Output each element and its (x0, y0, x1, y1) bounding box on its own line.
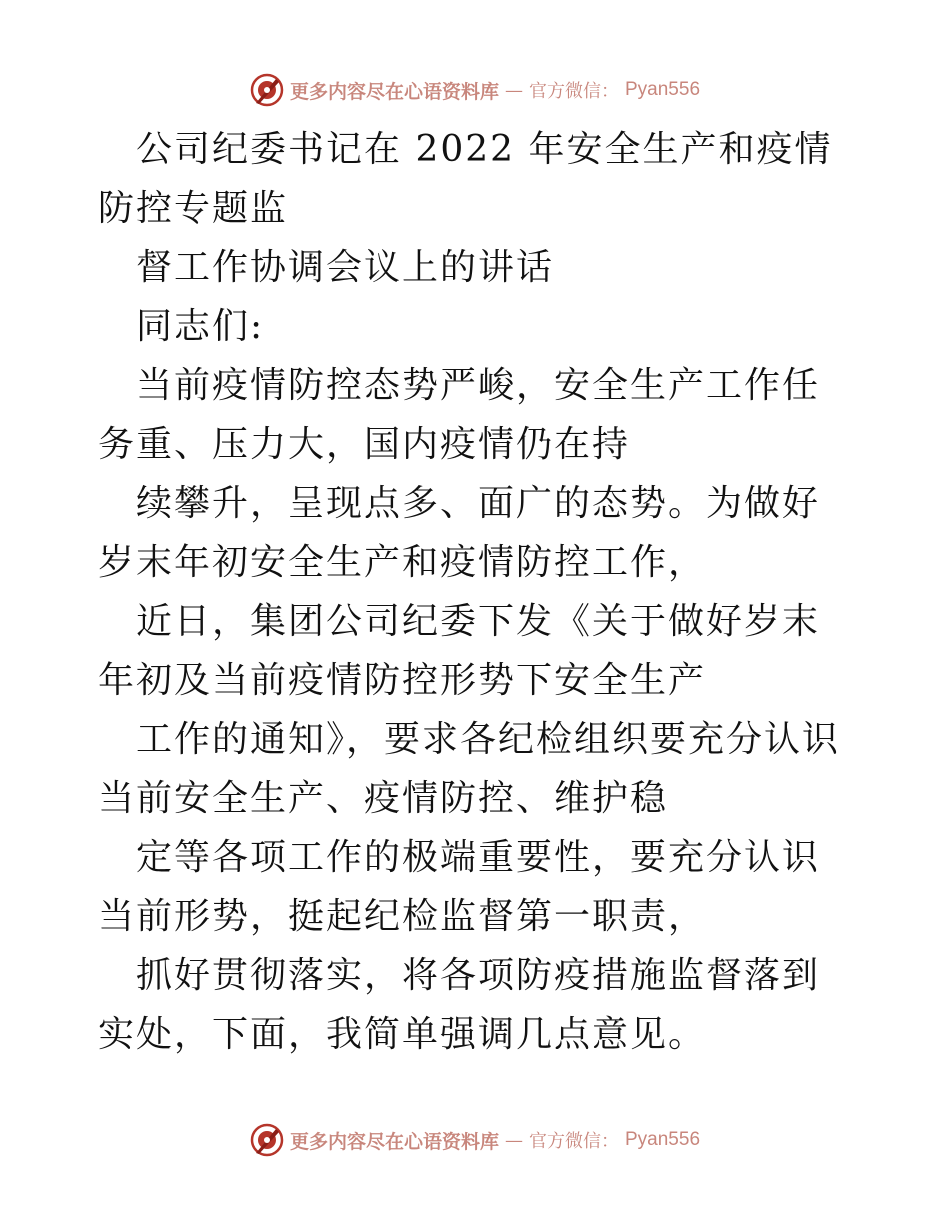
body-paragraph: 抓好贯彻落实，将各项防疫措施监督落到实处，下面，我简单强调几点意见。 (98, 955, 821, 1055)
quill-logo-icon (250, 1123, 284, 1157)
watermark-dash: — (505, 79, 523, 101)
watermark-contact-label: 官方微信： (529, 1131, 619, 1152)
watermark-contact-id: Pyan556 (625, 1129, 701, 1150)
header-watermark (0, 70, 950, 110)
body-paragraph: 工作的通知》，要求各纪检组织要充分认识当前安全生产、疫情防控、维护稳 (98, 719, 841, 819)
body-paragraph: 近日，集团公司纪委下发《关于做好岁末年初及当前疫情防控形势下安全生产 (98, 601, 821, 701)
footer-watermark (0, 1120, 950, 1160)
document-title-line-1: 公司纪委书记在 2022 年安全生产和疫情防控专题监 (98, 129, 833, 229)
body-paragraph: 续攀升，呈现点多、面广的态势。为做好岁末年初安全生产和疫情防控工作， (98, 483, 821, 583)
quill-logo-icon (250, 73, 284, 107)
watermark-contact-label: 官方微信： (529, 81, 619, 102)
body-paragraph: 当前疫情防控态势严峻，安全生产工作任务重、压力大，国内疫情仍在持 (98, 365, 821, 465)
watermark-brand: 更多内容尽在心语资料库 (289, 80, 499, 103)
salutation: 同志们: (136, 306, 265, 347)
document-title-line-2: 督工作协调会议上的讲话 (136, 247, 555, 288)
watermark-dash: — (505, 1129, 523, 1151)
document-body (98, 120, 854, 1064)
watermark-contact-id: Pyan556 (625, 79, 701, 100)
body-paragraph: 定等各项工作的极端重要性，要充分认识当前形势，挺起纪检监督第一职责， (98, 837, 821, 937)
watermark-brand: 更多内容尽在心语资料库 (289, 1130, 499, 1153)
